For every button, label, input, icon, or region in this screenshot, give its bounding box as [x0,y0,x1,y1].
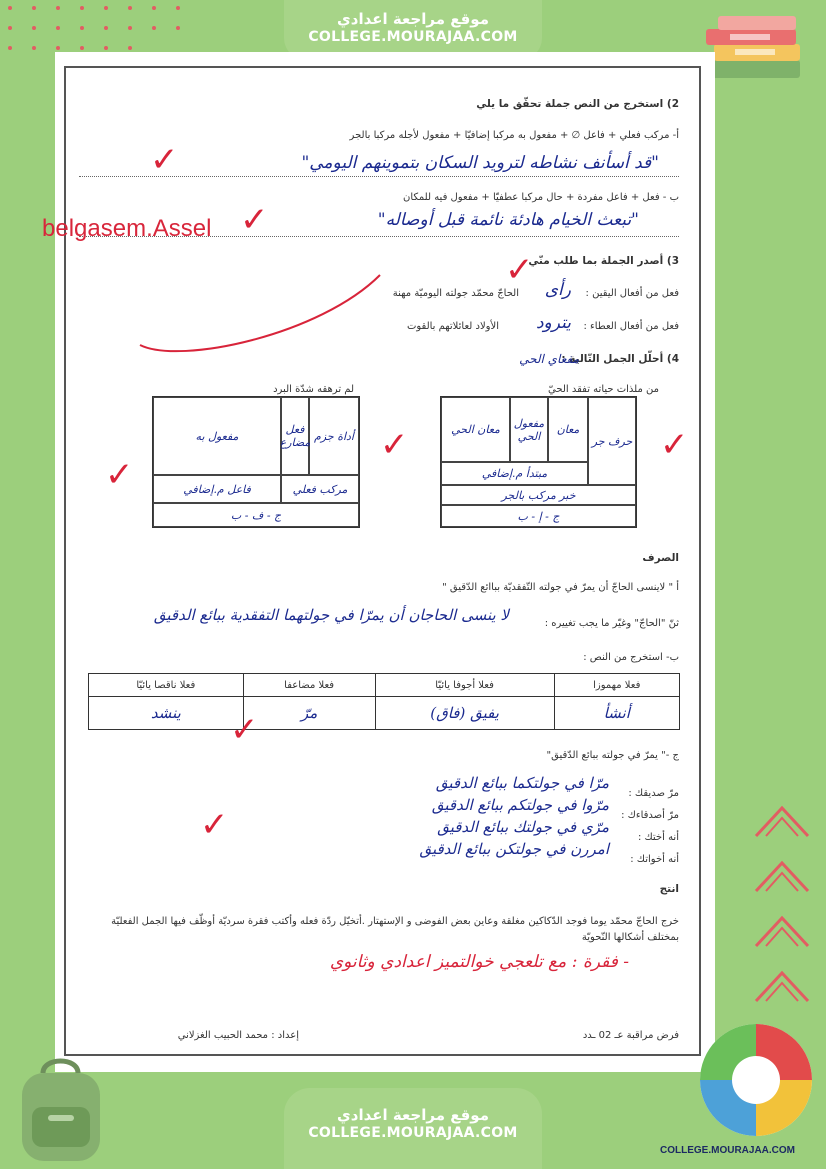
value-ajwaf: يفيق (فاق) [375,697,554,730]
q3-line1-text: الحاجّ محمّد جولته اليوميّة مهنة [392,288,519,299]
cell-mafool-bih: مفعول به [153,397,281,475]
c-item-answer: مرّي في جولتك ببائع الدقيق [437,818,609,836]
logo-caption: COLLEGE.MOURAJAA.COM [660,1145,795,1156]
c-item-answer: مرّا في جولتكما ببائع الدقيق [435,774,609,792]
c-item-label: أنه أخواتك : [630,854,679,865]
q3-line1-label: فعل من أفعال اليقين : [585,288,679,299]
cell-khabar: خبر مركب بالجر [441,485,636,505]
site-name: موقع مراجعة اعدادي [337,1106,489,1124]
cell-murakkab-fili: مركب فعلي [281,475,359,503]
c-item-label: مرّ صديقك : [628,788,679,799]
header-mudaaf: فعلا مضاعفا [243,674,375,697]
site-url: COLLEGE.MOURAJAA.COM [308,28,518,45]
verbs-table [88,673,680,730]
header-mahmouz: فعلا مهموزا [554,674,680,697]
site-url: COLLEGE.MOURAJAA.COM [308,1124,518,1141]
value-mudaaf: مرّ [243,697,375,730]
chevron-up-icon [752,910,812,950]
c-item-label: أنه أختك : [637,832,679,843]
intaj-prompt: خرج الحاجّ محمّد يوما فوجد الدّكاكين مغلقة وعاين بعض الفوضى و الإستهتار .أتخيّل ردّة فعله وأكتب فقرة سرديّة أوظّف فيها الجمل الفعليّة بمختلف أشكالها النّحويّة [111,916,679,943]
cell-sentence-type: ج - إ - ب [441,505,636,527]
site-logo-icon [696,1020,816,1140]
value-naqis: ينشد [89,697,244,730]
q4-left-heading: لم ترهقه شدّة البرد [273,384,354,395]
cell-muan-hay: معان الحي [441,397,510,462]
q3-title: 3) أصدر الجملة بما طلب منّي [528,255,679,267]
q2-b-answer: "تبعث الخيام هادئة نائمة قبل أوصاله" [377,210,639,230]
q3-line2-answer: يترود [535,313,571,333]
books-icon [700,12,810,84]
chevron-up-icon [752,855,812,895]
q2-b-label: ب - فعل + فاعل مفردة + حال مركبا عطفيّا + مفعول فيه للمكان [402,192,679,203]
cell-mubtada: مبتدأ م.إضافي [441,462,588,485]
q2-a-answer: "قد أسأنف نشاطه لترويد السكان بتموينهم اليومي" [301,153,659,173]
chevron-up-icon [752,965,812,1005]
footer-exam: فرض مراقبة عـ 02 ـدد [582,1030,679,1041]
check-mark-icon: ✓ [240,200,269,240]
watermark-name: belgasem.Assel [42,215,212,242]
site-banner-bottom[interactable] [284,1088,542,1169]
q2-title: 2) استخرج من النص جملة تحقّق ما يلي [476,98,679,110]
cell-sentence-type: ج - ف - ب [153,503,359,527]
q3-line2-label: فعل من أفعال العطاء : [583,321,679,332]
check-mark-icon: ✓ [150,140,179,180]
value-mahmouz: أنشأ [554,697,680,730]
sarf-a-instruction: ثنّ "الحاجّ" وغيّر ما يجب تغييره : [544,618,679,629]
q4-right-heading: من ملذات حياته تفقد الحيّ [548,384,659,395]
check-mark-icon: ✓ [505,250,534,290]
cell-mafool: مفعول الحي [510,397,548,462]
q4-right-note: مفعاي الحي [519,352,579,366]
c-item-label: مرّ أصدقاءك : [621,810,679,821]
site-name: موقع مراجعة اعدادي [337,10,489,28]
cell-adat-jazm: أداة جزم [309,397,359,475]
check-mark-icon: ✓ [105,455,134,495]
footer-author: إعداد : محمد الحبيب الغزلاني [177,1030,299,1041]
red-ellipse-mark [120,255,400,365]
sarf-a-answer: لا ينسى الحاجان أن يمرّا في جولتهما التفقدية ببائع الدقيق [153,606,509,624]
intaj-answer: - فقرة : مع تلعجي خوالتميز اعدادي وثانوي [329,952,629,972]
q2-a-label: أ- مركب فعلي + فاعل ∅ + مفعول به مركبا إضافيّا + مفعول لأجله مركبا بالجر [349,130,679,141]
backpack-icon [8,1055,113,1165]
sarf-b-instruction: ب- استخرج من النص : [583,652,679,663]
sarf-c-prompt: ج -" يمرّ في جولته ببائع الدّقيق" [546,750,679,761]
check-mark-icon: ✓ [230,710,259,750]
cell-fail: فاعل م.إضافي [153,475,281,503]
header-naqis: فعلا ناقصا يائيّا [89,674,244,697]
q3-line1-answer: رأى [544,280,571,300]
site-banner-top[interactable] [284,0,542,60]
chevron-up-icon [752,800,812,840]
cell-fiil-mudari: فعل مضارع [281,397,309,475]
sarf-title: الصرف [642,552,679,564]
header-ajwaf: فعلا أجوفا يائيّا [375,674,554,697]
analysis-table-right [440,396,637,528]
q4-title: 4) أحلّل الجمل التّالية : [561,353,679,365]
analysis-table-left [152,396,360,528]
check-mark-icon: ✓ [200,805,229,845]
cell-harf-jar: حرف جر [588,397,636,485]
c-item-answer: امررن في جولتكن ببائع الدقيق [419,840,609,858]
check-mark-icon: ✓ [660,425,689,465]
c-item-answer: مرّوا في جولتكم ببائع الدقيق [431,796,609,814]
intaj-title: انتج [659,883,679,895]
q3-line2-text: الأولاد لعائلاتهم بالقوت [406,321,499,332]
sarf-a-prompt: أ " لاينسى الحاجّ أن يمرّ في جولته التّفقديّة بباائع الدّقيق " [442,582,679,593]
cell-muan: معان [548,397,588,462]
check-mark-icon: ✓ [380,425,409,465]
